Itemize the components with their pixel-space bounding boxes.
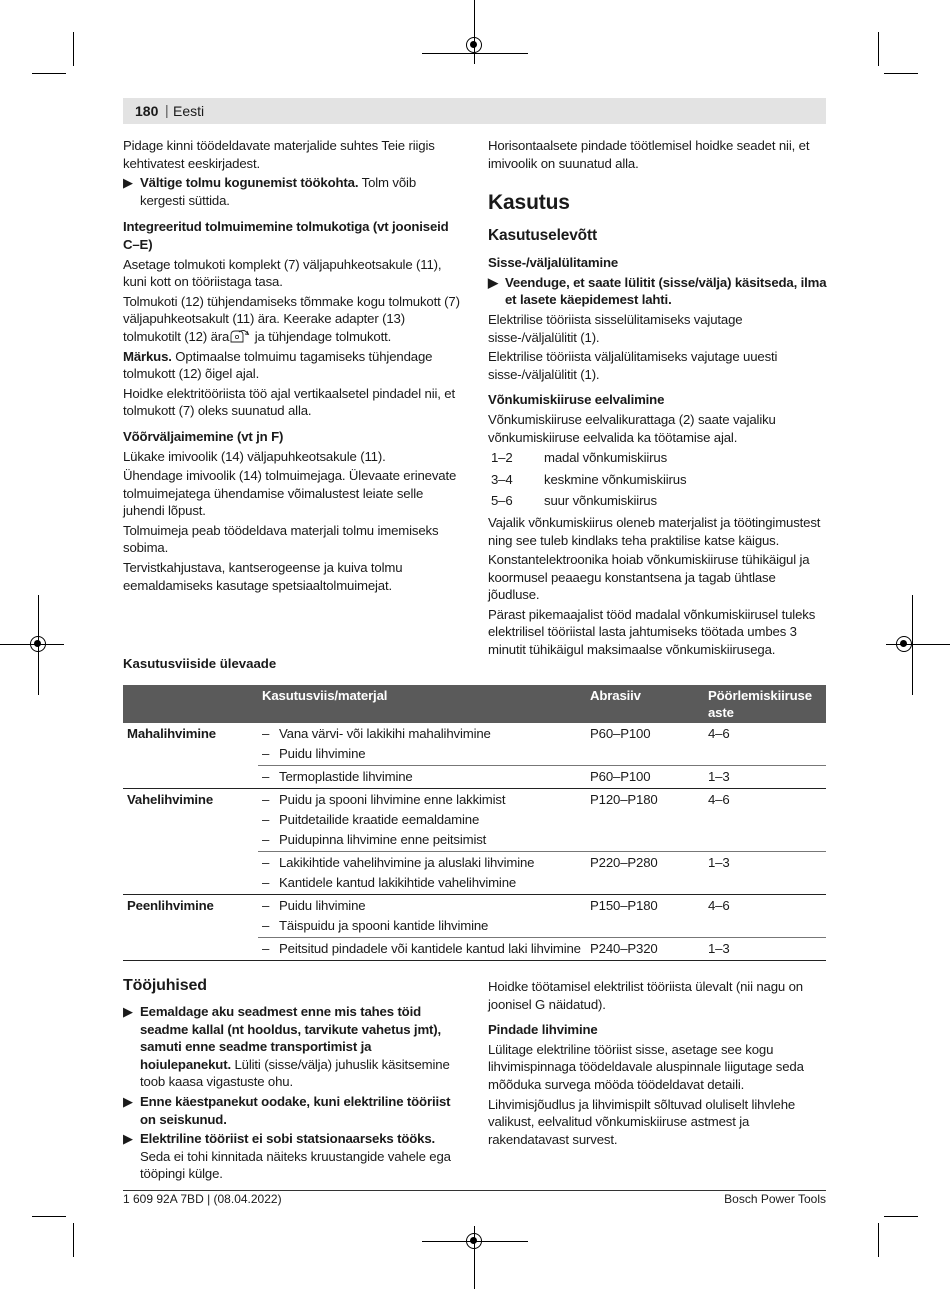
table-row: [123, 723, 826, 766]
bullet-bold: Elektriline tööriist ei sobi statsionaarseks tööks.: [140, 1131, 436, 1147]
bullet-text: Seda ei tohi kinnitada näiteks kruustangide vahele ega tööpingi külge.: [140, 1148, 451, 1182]
paragraph-text: ja tühjendage tolmukott.: [251, 328, 392, 344]
paragraph: Hoidke töötamisel elektrilist tööriista ülevalt (nii nagu on joonisel G näidatud).: [488, 979, 803, 1012]
material-item: Kantidele kantud lakikihtide vahelihvimine: [279, 875, 517, 890]
paragraph: Pärast pikemaajalist tööd madalal võnkumiskiirusel tuleks elektrilisel tööriistal lasta jahtumiseks töötada umbes 3 minutit tühikäigul maksimaalse võnkumiskiirusega.: [488, 606, 816, 658]
triangle-bullet-icon: ▶: [123, 175, 133, 191]
category-cell: Mahalihvimine: [123, 723, 258, 789]
paragraph: Pidage kinni töödeldavate materjalide suhtes Teie riigis kehtivatest eeskirjadest.: [123, 138, 435, 171]
bullet-item: [123, 1093, 463, 1128]
bullet-text: Veenduge, et saate lülitit (sisse/välja) käsitseda, ilma et lasete käepidemest lahti.: [505, 274, 827, 308]
registration-mark-icon: [896, 636, 912, 652]
speed-level-row: [488, 471, 828, 489]
footer-rule: [123, 1190, 826, 1191]
table-header-cell: Pöörlemiskiiruse aste: [704, 685, 826, 723]
note-text: Optimaalse tolmuimu tagamiseks tühjendage tolmukott (12) õigel ajal.: [123, 348, 433, 382]
right-column-top: [488, 137, 828, 661]
table-row: [123, 895, 826, 938]
note-paragraph: [123, 348, 463, 383]
section-heading: Võõrväljaimemine (vt jn F): [123, 428, 284, 444]
left-column-bottom: [123, 976, 463, 1185]
category-cell: Vahelihvimine: [123, 789, 258, 895]
material-item: Täispuidu ja spooni kantide lihvimine: [279, 918, 489, 933]
section-heading: Tööjuhised: [123, 977, 207, 994]
paragraph: Horisontaalsete pindade töötlemisel hoidke seadet nii, et imivoolik on suunatud alla.: [488, 138, 810, 171]
paragraph: Ühendage imivoolik (14) tolmuimejaga. Ülevaate erinevate tolmuimejatega ühendamise võimalustest leiate selle juhendi lõpust.: [123, 468, 457, 519]
speed-level-row: [488, 492, 828, 510]
paragraph: Hoidke elektritööriista töö ajal vertikaalsetel pindadel nii, et tolmukott (7) oleks suunatud alla.: [123, 385, 455, 419]
speed-label: keskmine võnkumiskiirus: [544, 471, 687, 487]
table-title: Kasutusviiside ülevaade: [123, 656, 277, 671]
abrasive-cell: P60–P100: [586, 766, 704, 789]
bullet-text: Lüliti (sisse/välja) juhuslik käsitsemine toob kaasa vigastuste ohu.: [140, 1056, 450, 1090]
speed-label: madal võnkumiskiirus: [544, 450, 668, 466]
speed-cell: 1–3: [704, 938, 826, 961]
section-heading: Kasutuselevõtt: [488, 227, 598, 245]
paragraph: Konstantelektroonika hoiab võnkumiskiiruse tühikäigul ja koormusel peaaegu konstantsena ja tagab ühtlase jõudluse.: [488, 552, 810, 603]
material-item: Puitdetailide kraatide eemaldamine: [279, 812, 480, 827]
paragraph: Elektrilise tööriista sisselülitamiseks vajutage sisse-/väljalülitit (1).: [488, 311, 743, 345]
speed-label: suur võnkumiskiirus: [544, 493, 657, 509]
page-number: 180: [135, 103, 159, 119]
note-label: Märkus.: [123, 348, 172, 364]
material-cell: – Lakikihtide vahelihvimine ja aluslaki lihvimine – Kantidele kantud lakikihtide vahelihvimine: [258, 852, 586, 895]
subsection-heading: Pindade lihvimine: [488, 1022, 598, 1038]
bullet-bold: Eemaldage aku seadmest enne mis tahes töid seadme kallal (nt hooldus, tarvikute vahetus jmt), samuti enne seadme transportimist ja hoiulepanekut.: [140, 1004, 442, 1072]
speed-cell: 4–6: [704, 723, 826, 766]
speed-range: 3–4: [491, 471, 513, 487]
paragraph: Tervistkahjustava, kantserogeense ja kuiva tolmu eemaldamiseks kasutage spetsiaaltolmuimejat.: [123, 560, 403, 593]
material-item: Puidupinna lihvimine enne peitsimist: [279, 832, 487, 847]
bullet-item: [123, 1130, 463, 1183]
page-header: [123, 98, 826, 124]
footer-brand: Bosch Power Tools: [724, 1192, 826, 1206]
bullet-item: [123, 1003, 463, 1091]
speed-cell: 4–6: [704, 895, 826, 938]
registration-mark-icon: [30, 636, 46, 652]
abrasive-cell: P220–P280: [586, 852, 704, 895]
material-cell: – Puidu lihvimine – Täispuidu ja spooni kantide lihvimine: [258, 895, 586, 938]
speed-cell: 1–3: [704, 766, 826, 789]
subsection-heading: Sisse-/väljalülitamine: [488, 255, 619, 271]
material-item: Termoplastide lihvimine: [279, 769, 413, 784]
right-column-bottom: [488, 978, 828, 1150]
paragraph: Vajalik võnkumiskiirus oleneb materjalist ja töötingimustest ning see tuleb kindlaks teha praktilise katse käigus.: [488, 514, 821, 548]
triangle-bullet-icon: ▶: [123, 1131, 133, 1147]
registration-mark-icon: [466, 37, 482, 53]
material-cell: – Puidu ja spooni lihvimine enne lakkimist – Puitdetailide kraatide eemaldamine – Puidupinna lihvimine enne peitsimist: [258, 789, 586, 852]
header-separator: |: [165, 102, 169, 118]
material-item: Puidu lihvimine: [279, 898, 366, 913]
paragraph: [123, 293, 463, 346]
material-item: Puidu ja spooni lihvimine enne lakkimist: [279, 792, 506, 807]
speed-level-row: [488, 449, 828, 467]
material-item: Lakikihtide vahelihvimine ja aluslaki lihvimine: [279, 855, 535, 870]
chapter-heading: Kasutus: [488, 191, 570, 215]
bullet-bold: Enne käestpanekut oodake, kuni elektriline tööriist on seiskunud.: [140, 1093, 451, 1127]
section-heading: Integreeritud tolmuimemine tolmukotiga (vt jooniseid C–E): [123, 219, 449, 252]
bullet-item: [123, 174, 463, 209]
paragraph: Lülitage elektriline tööriist sisse, asetage see kogu lihvimispinnaga töödeldavale aluspinnale liigutage seda mõõduka survega mööda töödeldavat detaili.: [488, 1041, 804, 1092]
bullet-item: [488, 274, 828, 309]
unlock-adapter-icon: [229, 329, 251, 343]
speed-cell: 4–6: [704, 789, 826, 852]
paragraph: Asetage tolmukoti komplekt (7) väljapuhkeotsakule (11), kuni kott on tööriistaga tasa.: [123, 256, 442, 290]
table-header-row: [123, 685, 826, 723]
table-row: [123, 789, 826, 852]
material-item: Puidu lihvimine: [279, 746, 366, 761]
table-header-cell: Kasutusviis/materjal: [258, 685, 586, 723]
table-header-cell: Abrasiiv: [586, 685, 704, 723]
paragraph: Lihvimisjõudlus ja lihvimispilt sõltuvad oluliselt lihvlehe valikust, eelvalitud võnkumiskiiruse astmest ja rakendatavast survest.: [488, 1096, 796, 1147]
triangle-bullet-icon: ▶: [123, 1093, 133, 1109]
header-language: Eesti: [173, 103, 205, 119]
abrasive-cell: P240–P320: [586, 938, 704, 961]
abrasive-cell: P150–P180: [586, 895, 704, 938]
category-cell: Peenlihvimine: [123, 895, 258, 961]
table-header-cell: [123, 685, 258, 723]
paragraph: Võnkumiskiiruse eelvalikurattaga (2) saate vajaliku võnkumiskiiruse eelvalida ka töötamise ajal.: [488, 411, 776, 445]
material-item: Peitsitud pindadele või kantidele kantud laki lihvimine: [279, 941, 581, 956]
bullet-text: Tolm võib kergesti süttida.: [140, 175, 416, 208]
speed-range: 1–2: [491, 450, 513, 466]
subsection-heading: Võnkumiskiiruse eelvalimine: [488, 392, 665, 408]
triangle-bullet-icon: ▶: [488, 274, 498, 290]
footer-doc-id: 1 609 92A 7BD | (08.04.2022): [123, 1192, 282, 1206]
triangle-bullet-icon: ▶: [123, 1004, 133, 1019]
bullet-bold: Vältige tolmu kogunemist töökohta.: [140, 175, 359, 191]
paragraph: Tolmuimeja peab töödeldava materjali tolmu imemiseks sobima.: [123, 522, 439, 556]
usage-overview-table: [123, 685, 826, 961]
speed-cell: 1–3: [704, 852, 826, 895]
registration-mark-icon: [466, 1233, 482, 1249]
material-item: Vana värvi- või lakikihi mahalihvimine: [279, 726, 491, 741]
left-column-top: [123, 137, 463, 596]
paragraph: Elektrilise tööriista väljalülitamiseks vajutage uuesti sisse-/väljalülitit (1).: [488, 349, 778, 382]
abrasive-cell: P120–P180: [586, 789, 704, 852]
abrasive-cell: P60–P100: [586, 723, 704, 766]
paragraph-text: Tolmukoti (12) tühjendamiseks tõmmake kogu tolmukott (7) väljapuhkeotsakult (11) ära. Keerake adapter (13) tolmukotilt (12) ära: [123, 293, 460, 344]
material-cell: – Peitsitud pindadele või kantidele kantud laki lihvimine: [258, 938, 586, 961]
material-cell: – Vana värvi- või lakikihi mahalihvimine – Puidu lihvimine: [258, 723, 586, 766]
speed-range: 5–6: [491, 493, 513, 509]
paragraph: Lükake imivoolik (14) väljapuhkeotsakule (11).: [123, 448, 386, 464]
material-cell: – Termoplastide lihvimine: [258, 766, 586, 789]
